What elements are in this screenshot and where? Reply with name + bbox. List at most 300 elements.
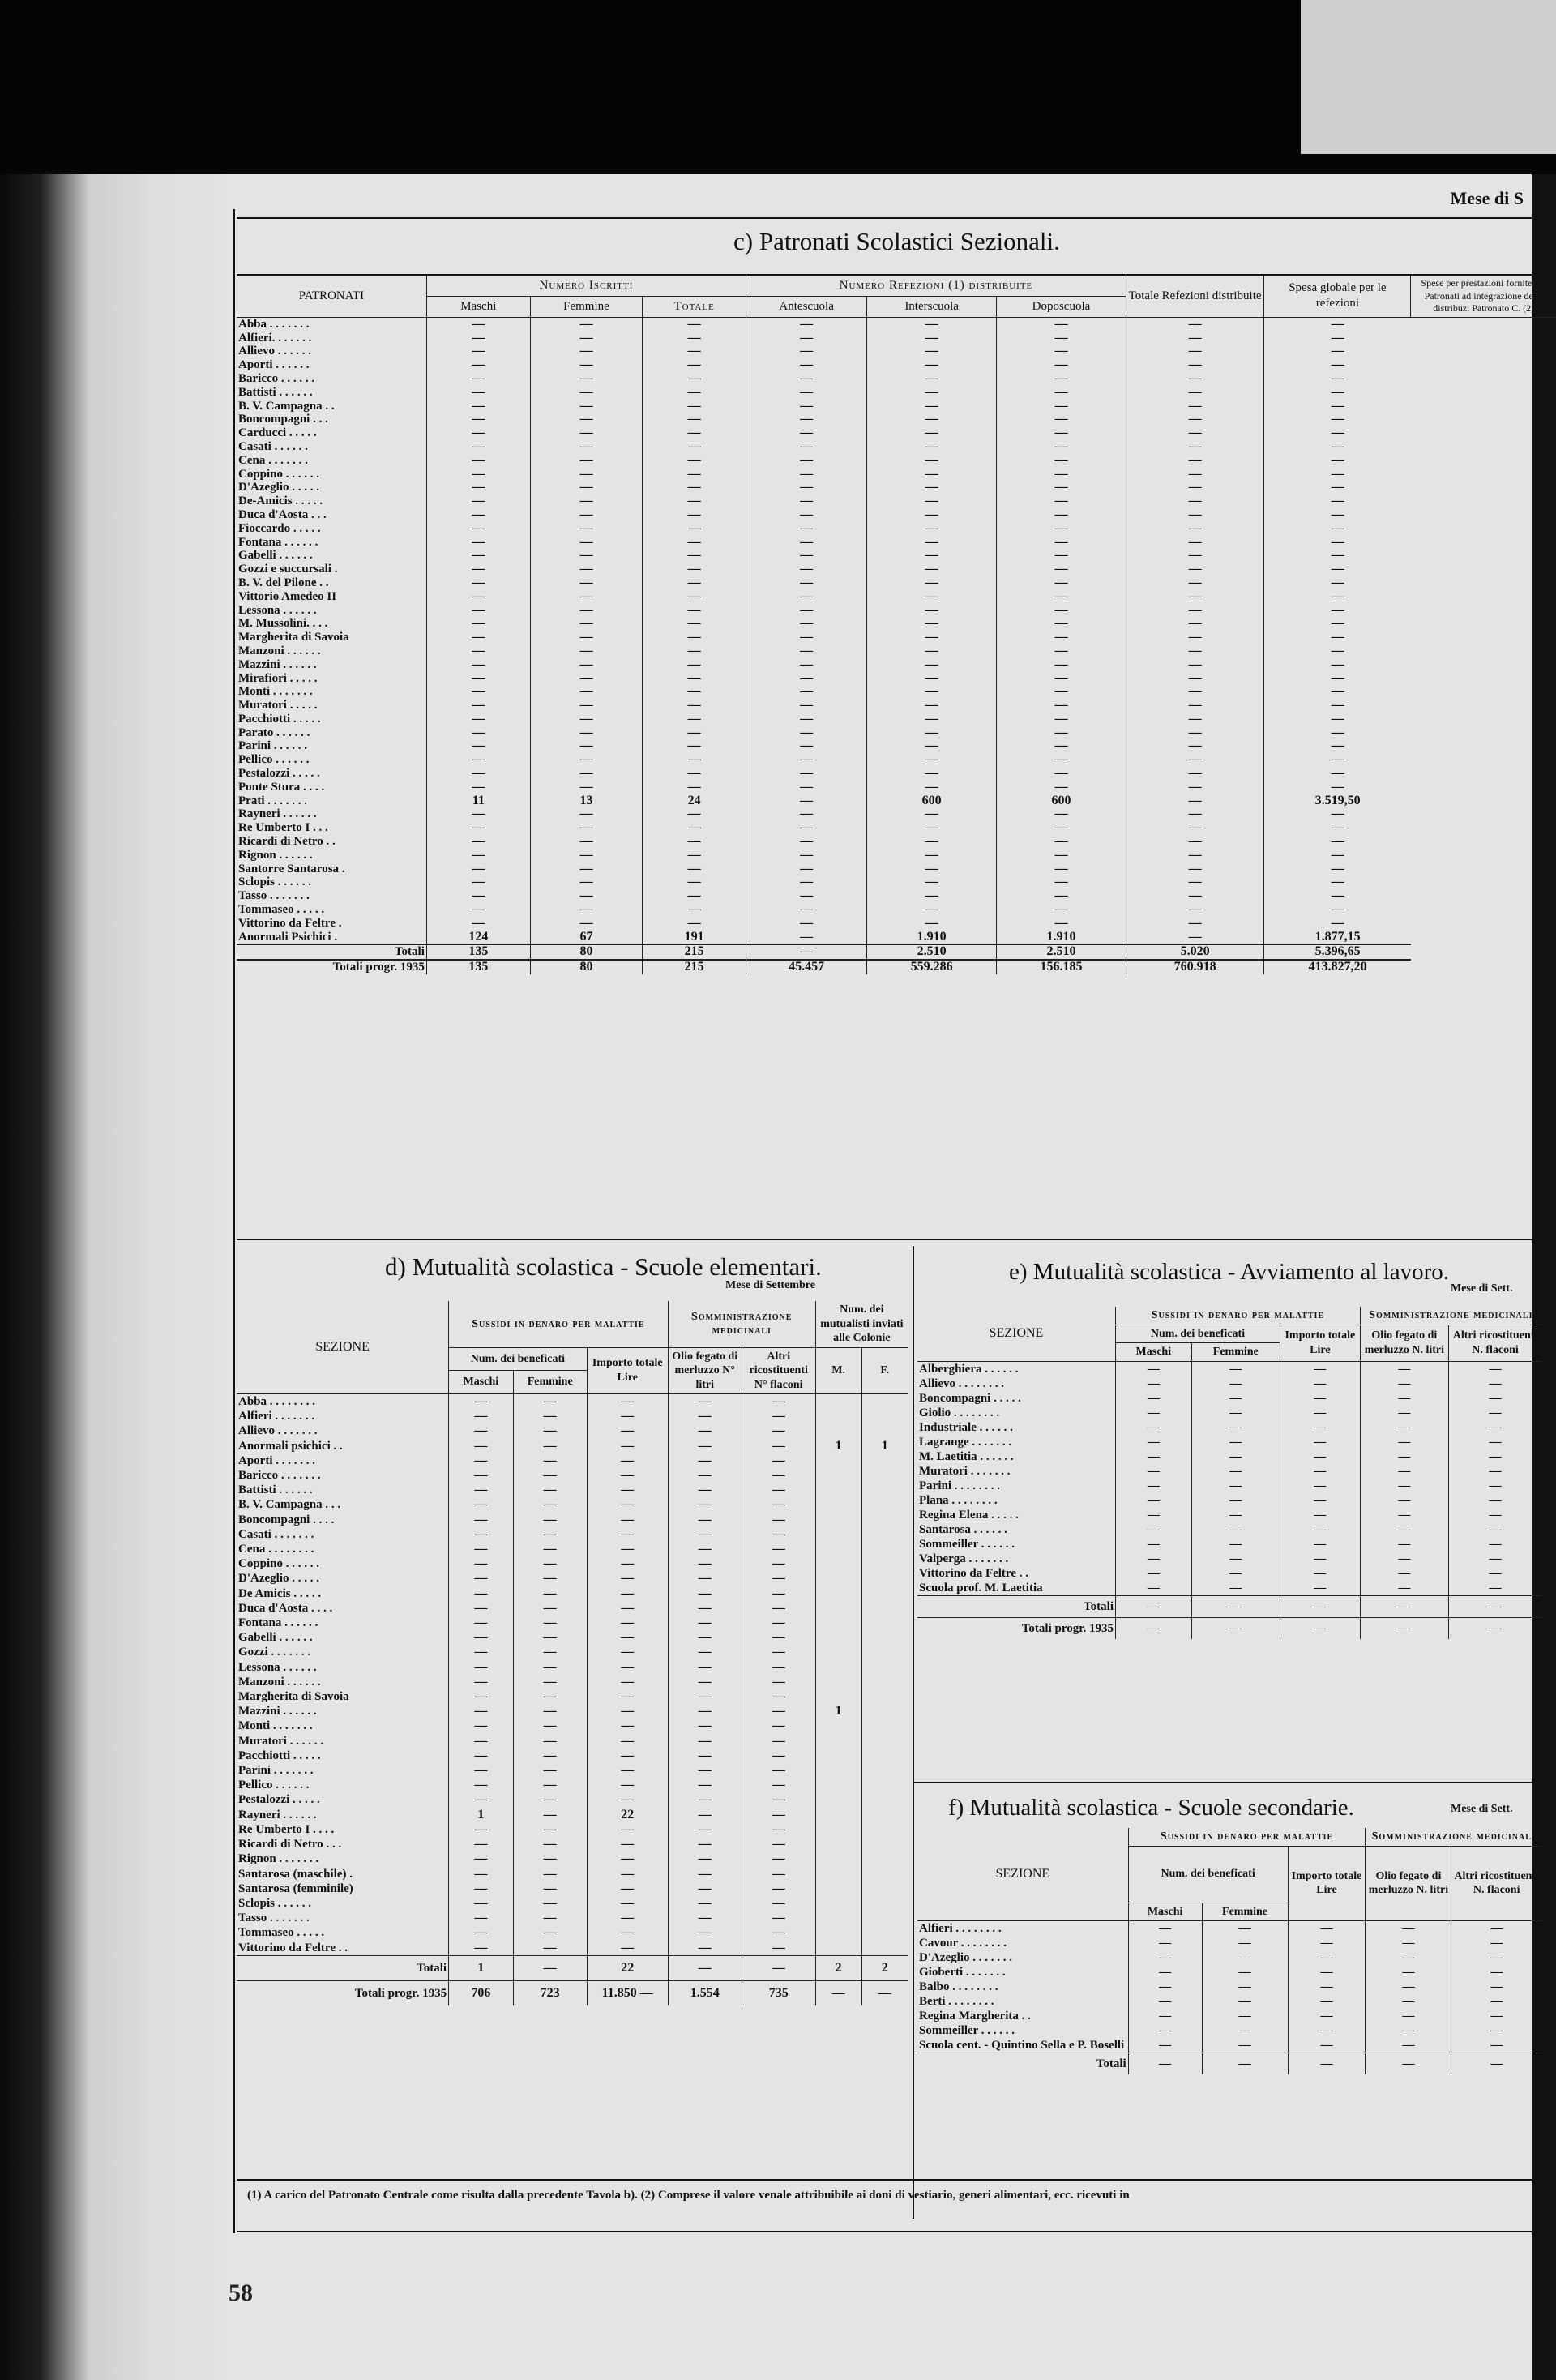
c-cell: — <box>746 358 867 372</box>
c-row-label: Lessona . . . . . . <box>238 603 317 617</box>
d-cell: 706 <box>449 1980 514 2005</box>
c-cell: — <box>746 903 867 917</box>
e-cell: — <box>1280 1479 1360 1493</box>
c-cell: — <box>426 807 530 821</box>
c-cell: — <box>1126 400 1263 413</box>
c-table-row <box>237 536 1556 550</box>
c-table-row <box>237 400 1556 413</box>
c-cell: — <box>1126 481 1263 494</box>
c-cell: — <box>746 644 867 658</box>
c-cell: — <box>867 631 997 644</box>
c-table-row <box>237 931 1556 945</box>
d-cell: — <box>742 1645 815 1659</box>
d-cell <box>815 1689 861 1704</box>
d-cell: — <box>587 1497 668 1512</box>
c-cell: — <box>1126 604 1263 618</box>
e-cell: — <box>1449 1361 1542 1376</box>
c-cell: — <box>746 440 867 454</box>
d-row-label: Pacchiotti . . . . . <box>238 1749 321 1762</box>
c-cell: — <box>530 345 643 358</box>
f-table-row <box>917 1965 1541 1980</box>
d-cell <box>861 1542 908 1556</box>
c-row-label: Gabelli . . . . . . <box>238 549 313 563</box>
d-table-row <box>237 1423 908 1438</box>
c-cell: — <box>530 332 643 345</box>
d-table-row <box>237 1556 908 1571</box>
d-cell: — <box>513 1483 587 1497</box>
c-cell: — <box>997 875 1126 889</box>
c-cell: — <box>867 685 997 699</box>
c-cell: — <box>867 807 997 821</box>
d-row-label: Tommaseo . . . . . <box>238 1926 325 1940</box>
d-cell: — <box>587 1704 668 1719</box>
c-cell: — <box>643 590 746 604</box>
d-table-row <box>237 1453 908 1468</box>
e-row-label: Scuola prof. M. Laetitia <box>919 1581 1043 1595</box>
e-cell: — <box>1191 1522 1280 1537</box>
c-table-row <box>237 944 1556 960</box>
c-row-label: Sclopis . . . . . . <box>238 875 312 889</box>
d-cell <box>815 1423 861 1438</box>
e-cell: — <box>1280 1361 1360 1376</box>
c-cell: — <box>1126 468 1263 482</box>
section-e-subtitle: Mese di Sett. <box>1451 1282 1513 1295</box>
d-cell: — <box>449 1616 514 1630</box>
c-cell: — <box>1264 875 1411 889</box>
c-cell: — <box>867 821 997 835</box>
c-cell: — <box>867 889 997 903</box>
c-cell: — <box>530 903 643 917</box>
c-cell: — <box>1264 821 1411 835</box>
e-cell: — <box>1191 1449 1280 1464</box>
d-cell: — <box>742 1955 815 1980</box>
section-c-table <box>237 276 1556 974</box>
d-cell <box>861 1867 908 1881</box>
d-cell: — <box>668 1571 742 1586</box>
d-cell: — <box>668 1896 742 1911</box>
e-cell: — <box>1360 1361 1448 1376</box>
c-cell: — <box>997 317 1126 331</box>
c-cell: — <box>997 494 1126 508</box>
f-cell: — <box>1128 1980 1202 1994</box>
c-table-row <box>237 960 1556 974</box>
c-cell: — <box>1126 454 1263 468</box>
c-cell: — <box>426 781 530 794</box>
d-col-femmine: Femmine <box>513 1371 587 1394</box>
c-table-row <box>237 726 1556 740</box>
c-cell: 124 <box>426 931 530 945</box>
e-cell: — <box>1116 1420 1192 1435</box>
d-cell <box>815 1749 861 1763</box>
f-row-label: Scuola cent. - Quintino Sella e P. Boselli <box>919 2039 1125 2052</box>
d-table-row <box>237 1483 908 1497</box>
c-cell: — <box>1126 672 1263 686</box>
d-cell: — <box>742 1483 815 1497</box>
d-cell: — <box>513 1571 587 1586</box>
c-row-label: Duca d'Aosta . . . <box>238 507 327 521</box>
c-cell: — <box>426 875 530 889</box>
c-cell: — <box>867 699 997 713</box>
c-cell: — <box>867 345 997 358</box>
d-cell <box>861 1689 908 1704</box>
f-table-row <box>917 1994 1541 2009</box>
c-row-label: B. V. del Pilone . . <box>238 576 329 589</box>
c-cell: — <box>643 400 746 413</box>
d-cell <box>815 1630 861 1645</box>
d-table-row <box>237 1911 908 1925</box>
c-cell: — <box>530 699 643 713</box>
c-cell: — <box>426 644 530 658</box>
c-cell: — <box>530 400 643 413</box>
col-femmine: Femmine <box>530 296 643 317</box>
e-row-label: Alberghiera . . . . . . <box>919 1362 1019 1376</box>
c-row-label: Manzoni . . . . . . <box>238 644 321 657</box>
c-cell: — <box>1264 849 1411 863</box>
d-cell: — <box>742 1616 815 1630</box>
d-cell: — <box>449 1527 514 1542</box>
c-table-row <box>237 590 1556 604</box>
d-cell: — <box>449 1423 514 1438</box>
section-f-title: f) Mutualità scolastica - Scuole secondarie. <box>948 1795 1354 1821</box>
c-cell: — <box>997 713 1126 726</box>
c-cell: — <box>530 807 643 821</box>
f-table-row <box>917 2023 1541 2038</box>
c-cell: — <box>530 576 643 590</box>
e-cell: — <box>1191 1617 1280 1639</box>
c-cell: — <box>1264 372 1411 386</box>
section-d-table <box>237 1301 908 2005</box>
e-cell: — <box>1116 1617 1192 1639</box>
c-cell: — <box>530 849 643 863</box>
f-col-beneficati: Num. dei beneficati <box>1128 1846 1288 1903</box>
f-cell: — <box>1366 1921 1451 1937</box>
f-cell: — <box>1366 2023 1451 2038</box>
c-cell: — <box>997 739 1126 753</box>
c-cell: — <box>643 576 746 590</box>
f-cell: — <box>1366 2009 1451 2023</box>
e-cell: — <box>1116 1406 1192 1420</box>
d-row-label: Margherita di Savoia <box>238 1690 349 1704</box>
c-row-label: Rignon . . . . . . <box>238 848 313 862</box>
c-cell: — <box>426 468 530 482</box>
d-cell: — <box>668 1409 742 1423</box>
c-cell: — <box>867 835 997 849</box>
c-cell: — <box>997 889 1126 903</box>
c-cell: — <box>997 835 1126 849</box>
e-col-sezione: SEZIONE <box>917 1307 1116 1361</box>
c-cell: — <box>530 317 643 331</box>
c-cell: — <box>1264 332 1411 345</box>
e-cell: — <box>1191 1581 1280 1596</box>
c-cell: — <box>1126 807 1263 821</box>
d-table-row <box>237 1394 908 1410</box>
d-cell: — <box>587 1616 668 1630</box>
d-cell: — <box>449 1675 514 1689</box>
col-numero-refezioni: Numero Refezioni (1) distribuite <box>746 276 1126 296</box>
d-cell <box>861 1586 908 1601</box>
d-cell: — <box>587 1719 668 1733</box>
e-cell: — <box>1191 1552 1280 1566</box>
d-cell: — <box>587 1911 668 1925</box>
c-cell: 1.910 <box>867 931 997 945</box>
e-cell: — <box>1280 1420 1360 1435</box>
c-cell: — <box>1264 454 1411 468</box>
c-cell: — <box>426 332 530 345</box>
c-cell: — <box>426 889 530 903</box>
c-cell: — <box>426 699 530 713</box>
d-cell: — <box>668 1837 742 1851</box>
c-cell: — <box>643 413 746 426</box>
d-cell: — <box>513 1468 587 1483</box>
f-cell: — <box>1451 1965 1541 1980</box>
e-cell: — <box>1449 1595 1542 1617</box>
d-cell <box>861 1601 908 1616</box>
c-cell: — <box>426 849 530 863</box>
d-cell: — <box>587 1513 668 1527</box>
d-table-row <box>237 1527 908 1542</box>
c-cell: 80 <box>530 960 643 974</box>
c-table-row <box>237 699 1556 713</box>
page-header: Mese di S <box>1450 188 1524 208</box>
c-cell: — <box>997 863 1126 876</box>
e-cell: — <box>1360 1552 1448 1566</box>
c-cell: — <box>643 317 746 331</box>
c-cell: — <box>643 699 746 713</box>
c-cell: — <box>997 400 1126 413</box>
c-cell: — <box>426 604 530 618</box>
f-cell: — <box>1128 2053 1202 2075</box>
d-cell <box>815 1925 861 1940</box>
c-cell: — <box>530 658 643 672</box>
d-cell: — <box>513 1867 587 1881</box>
c-cell: — <box>643 739 746 753</box>
c-cell: — <box>643 821 746 835</box>
d-cell: — <box>513 1423 587 1438</box>
d-cell <box>861 1719 908 1733</box>
f-table-row <box>917 1950 1541 1965</box>
c-cell: — <box>426 863 530 876</box>
c-cell: — <box>643 658 746 672</box>
e-row-label: M. Laetitia . . . . . . <box>919 1449 1014 1463</box>
c-row-label: Baricco . . . . . . <box>238 371 315 385</box>
c-cell: — <box>1264 617 1411 631</box>
e-cell: — <box>1360 1595 1448 1617</box>
c-row-label: Fioccardo . . . . . <box>238 521 321 535</box>
f-cell: — <box>1288 2053 1366 2075</box>
d-cell: — <box>513 1556 587 1571</box>
e-cell: — <box>1116 1435 1192 1449</box>
e-cell: — <box>1116 1493 1192 1508</box>
f-col-femmine: Femmine <box>1202 1903 1288 1921</box>
c-cell: — <box>426 400 530 413</box>
e-table-row <box>917 1420 1541 1435</box>
c-cell: — <box>867 358 997 372</box>
c-cell: — <box>1126 889 1263 903</box>
c-cell: 45.457 <box>746 960 867 974</box>
c-cell: 1.877,15 <box>1264 931 1411 945</box>
c-cell: — <box>1126 903 1263 917</box>
d-cell: — <box>587 1689 668 1704</box>
d-cell: — <box>587 1645 668 1659</box>
c-cell: — <box>643 713 746 726</box>
d-cell: — <box>668 1660 742 1675</box>
d-row-label: Re Umberto I . . . . <box>238 1822 335 1836</box>
c-cell: — <box>746 522 867 536</box>
c-cell: — <box>867 753 997 767</box>
d-cell: — <box>742 1867 815 1881</box>
e-row-label: Giolio . . . . . . . . <box>919 1406 1000 1419</box>
c-cell: — <box>426 576 530 590</box>
d-cell <box>861 1808 908 1822</box>
e-cell: — <box>1449 1391 1542 1406</box>
d-cell: — <box>742 1630 815 1645</box>
c-cell: — <box>1126 549 1263 563</box>
d-cell: — <box>742 1586 815 1601</box>
d-cell: — <box>742 1527 815 1542</box>
d-cell: 1 <box>449 1955 514 1980</box>
f-row-label: Gioberti . . . . . . . <box>919 1966 1006 1979</box>
d-cell: — <box>513 1601 587 1616</box>
e-col-sussidi: Sussidi in denaro per malattie <box>1116 1307 1361 1325</box>
c-cell: — <box>867 672 997 686</box>
c-cell: — <box>746 549 867 563</box>
c-cell: — <box>997 576 1126 590</box>
d-cell: — <box>513 1542 587 1556</box>
c-cell: — <box>1126 739 1263 753</box>
c-cell: — <box>867 508 997 522</box>
c-cell: — <box>643 672 746 686</box>
d-cell: — <box>449 1497 514 1512</box>
c-cell: — <box>997 699 1126 713</box>
c-table-row <box>237 658 1556 672</box>
f-cell: — <box>1451 2038 1541 2053</box>
d-cell <box>815 1867 861 1881</box>
c-cell: — <box>997 468 1126 482</box>
c-cell: — <box>426 522 530 536</box>
d-cell: — <box>742 1896 815 1911</box>
f-cell: — <box>1451 2009 1541 2023</box>
e-cell: — <box>1191 1479 1280 1493</box>
d-cell <box>815 1822 861 1837</box>
c-cell: — <box>1264 713 1411 726</box>
section-e-title: e) Mutualità scolastica - Avviamento al lavoro. <box>1009 1259 1450 1285</box>
section-c-body <box>237 317 1556 974</box>
d-cell <box>861 1571 908 1586</box>
c-cell: — <box>643 522 746 536</box>
c-cell: — <box>746 345 867 358</box>
e-cell: — <box>1360 1391 1448 1406</box>
c-cell: — <box>1264 345 1411 358</box>
d-cell <box>861 1749 908 1763</box>
d-cell: — <box>668 1808 742 1822</box>
d-cell <box>861 1423 908 1438</box>
f-row-label: Sommeiller . . . . . . <box>919 2024 1015 2037</box>
c-cell: — <box>1126 358 1263 372</box>
c-cell: — <box>1264 413 1411 426</box>
c-table-row <box>237 739 1556 753</box>
c-table-row <box>237 713 1556 726</box>
top-rule <box>237 217 1533 219</box>
f-cell: — <box>1202 2053 1288 2075</box>
c-cell: — <box>643 345 746 358</box>
c-cell: — <box>426 821 530 835</box>
c-cell: — <box>997 522 1126 536</box>
f-cell: — <box>1202 2009 1288 2023</box>
d-cell <box>815 1837 861 1851</box>
c-cell: — <box>997 617 1126 631</box>
col-totale-refezioni: Totale Refezioni distribuite <box>1126 276 1263 317</box>
c-table-row <box>237 903 1556 917</box>
d-cell: — <box>742 1763 815 1778</box>
d-cell: — <box>668 1881 742 1896</box>
f-row-label: Berti . . . . . . . . <box>919 1995 994 2008</box>
d-cell: — <box>449 1851 514 1866</box>
d-cell <box>861 1556 908 1571</box>
f-table-row <box>917 1980 1541 1994</box>
e-cell: — <box>1360 1581 1448 1596</box>
d-cell: — <box>587 1925 668 1940</box>
e-cell: — <box>1280 1406 1360 1420</box>
c-table-row <box>237 386 1556 400</box>
c-cell: — <box>643 549 746 563</box>
d-cell <box>815 1556 861 1571</box>
c-cell: — <box>997 849 1126 863</box>
d-cell: — <box>742 1394 815 1410</box>
c-table-row <box>237 345 1556 358</box>
d-row-label: Alfieri . . . . . . . <box>238 1410 315 1423</box>
d-cell: — <box>587 1749 668 1763</box>
c-row-label: Totali progr. 1935 <box>237 960 426 974</box>
f-table-row <box>917 1936 1541 1950</box>
c-cell: — <box>426 672 530 686</box>
c-cell: — <box>1264 699 1411 713</box>
f-cell: — <box>1366 1980 1451 1994</box>
d-col-sezione: SEZIONE <box>237 1301 449 1394</box>
d-cell: — <box>668 1586 742 1601</box>
f-cell: — <box>1202 1950 1288 1965</box>
e-cell: — <box>1116 1479 1192 1493</box>
d-cell: — <box>742 1837 815 1851</box>
c-cell: — <box>1264 563 1411 576</box>
c-row-label: Tasso . . . . . . . <box>238 889 310 903</box>
c-cell: — <box>530 426 643 440</box>
c-table-row <box>237 889 1556 903</box>
c-cell: — <box>1264 604 1411 618</box>
c-row-label: Carducci . . . . . <box>238 426 317 440</box>
c-cell: — <box>746 426 867 440</box>
f-cell: — <box>1288 2038 1366 2053</box>
d-cell <box>815 1881 861 1896</box>
d-row-label: Sclopis . . . . . . <box>238 1896 312 1910</box>
d-cell <box>815 1734 861 1749</box>
d-cell: — <box>513 1675 587 1689</box>
c-row-label: Parini . . . . . . <box>238 739 307 753</box>
c-cell: — <box>867 726 997 740</box>
e-row-label: Regina Elena . . . . . <box>919 1508 1019 1522</box>
d-cell: — <box>742 1468 815 1483</box>
c-cell: 191 <box>643 931 746 945</box>
c-cell: — <box>746 372 867 386</box>
d-cell: 2 <box>861 1955 908 1980</box>
e-cell: — <box>1116 1391 1192 1406</box>
d-col-mutualisti: Num. dei mutualisti inviati alle Colonie <box>815 1301 908 1347</box>
d-cell: — <box>668 1542 742 1556</box>
d-cell <box>815 1527 861 1542</box>
c-cell: — <box>746 454 867 468</box>
c-cell: — <box>530 644 643 658</box>
d-row-label: Aporti . . . . . . . <box>238 1453 315 1467</box>
c-cell: — <box>997 426 1126 440</box>
